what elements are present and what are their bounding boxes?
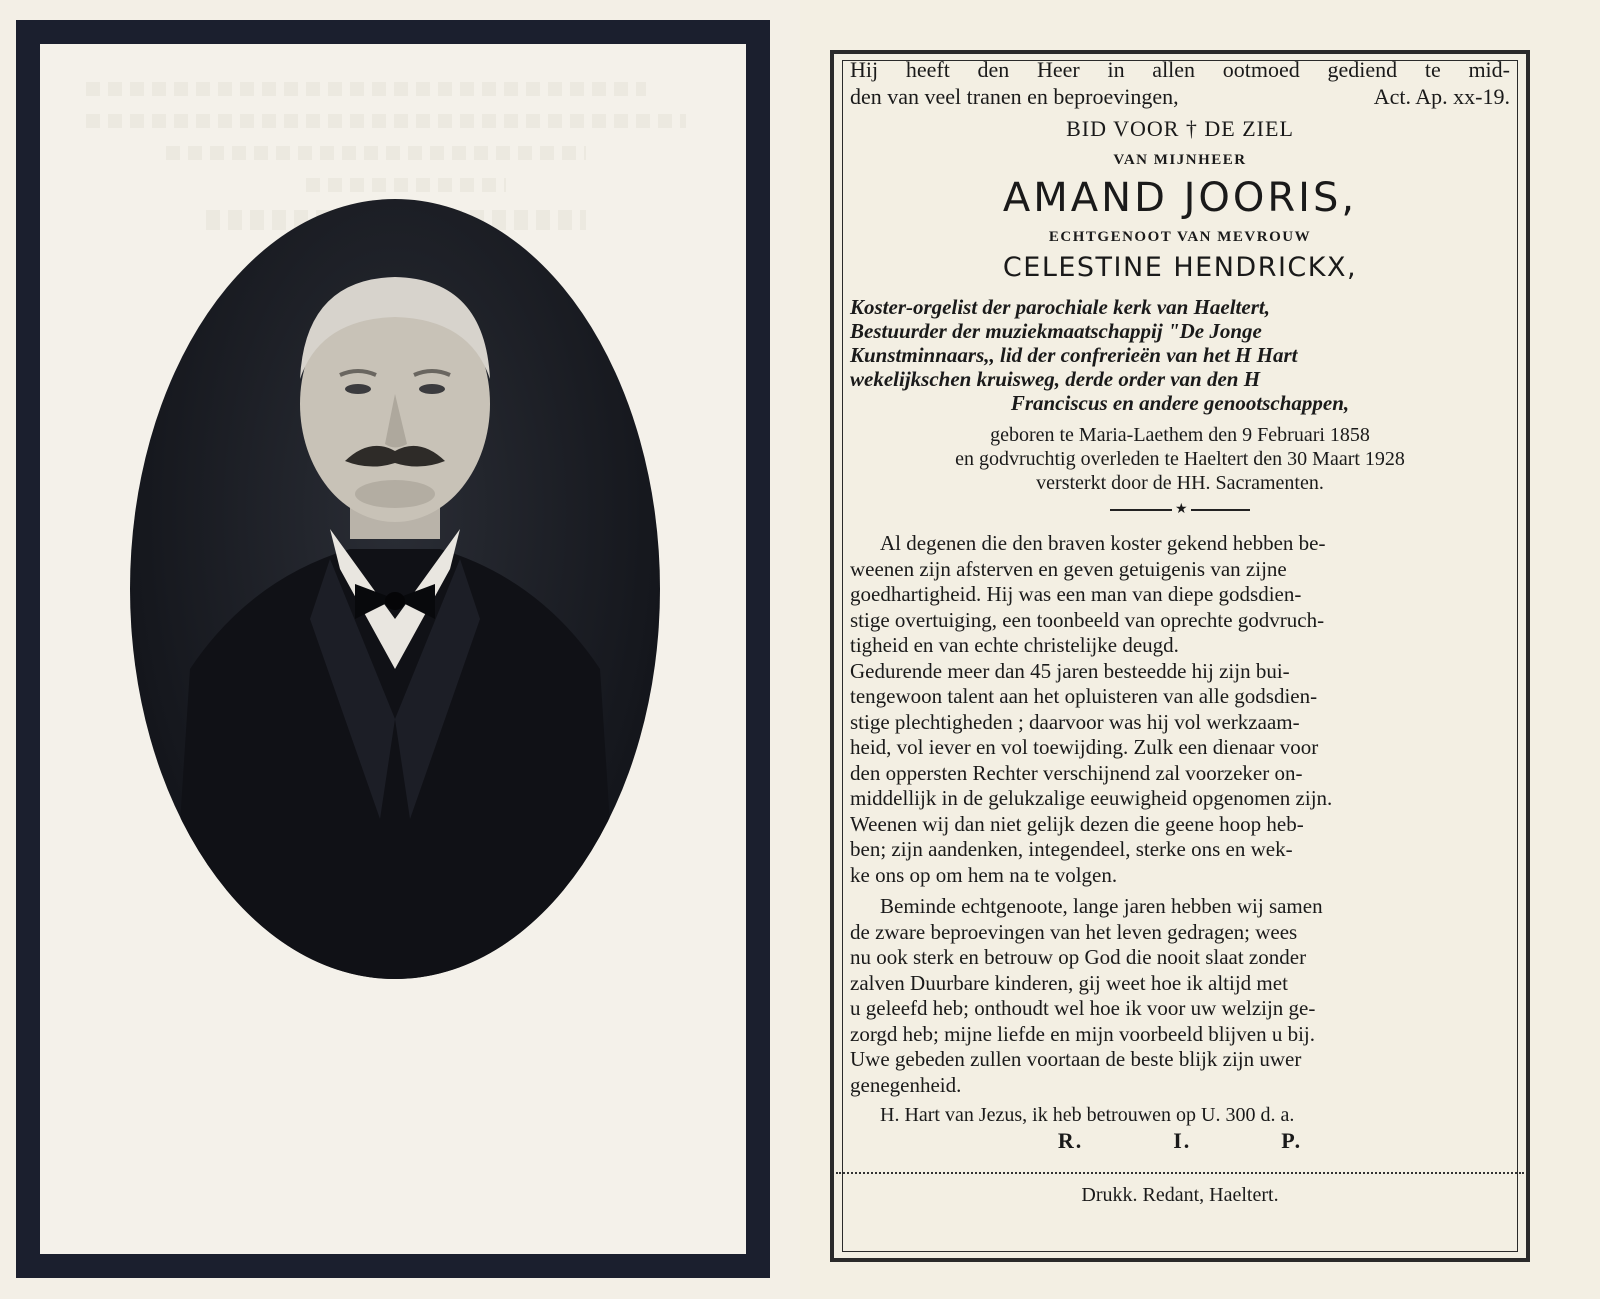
scripture-quote-line-1: Hij heeft den Heer in allen ootmoed gediend te mid- bbox=[850, 57, 1510, 82]
birth-line: geboren te Maria-Laethem den 9 Februari 1858 bbox=[990, 424, 1370, 446]
memorial-text bbox=[850, 56, 1510, 1207]
spouse-name: CELESTINE HENDRICKX, bbox=[1002, 252, 1358, 283]
paragraph-line: stige overtuiging, een toonbeeld van oprechte godvruch- bbox=[850, 607, 1325, 632]
prayer-request-heading: BID VOOR † DE ZIEL bbox=[1066, 116, 1294, 141]
paragraph-line: weenen zijn afsterven en geven getuigenis van zijne bbox=[850, 556, 1287, 581]
memorial-text-card bbox=[800, 0, 1600, 1299]
rip-letter: I. bbox=[1173, 1128, 1192, 1153]
paragraph-line: den oppersten Rechter verschijnend zal voorzeker on- bbox=[850, 760, 1303, 785]
paragraph-line: Gedurende meer dan 45 jaren besteedde hij zijn bui- bbox=[850, 658, 1290, 683]
paragraph-line: genegenheid. bbox=[850, 1072, 962, 1097]
scripture-quote-line-2 bbox=[850, 83, 1510, 110]
scripture-reference: Act. Ap. xx-19. bbox=[1373, 84, 1510, 109]
paragraph-line: de zware beproevingen van het leven gedragen; wees bbox=[850, 919, 1298, 944]
ornamental-divider bbox=[1110, 502, 1250, 517]
paragraph-line: nu ook sterk en betrouw op God die nooit slaat zonder bbox=[850, 945, 1307, 969]
sacraments-line: versterkt door de HH. Sacramenten. bbox=[1036, 472, 1324, 494]
paragraph-line: middellijk in de gelukzalige eeuwigheid opgenomen zijn. bbox=[850, 786, 1333, 810]
paragraph-line: ke ons op om hem na te volgen. bbox=[850, 862, 1118, 887]
death-line: en godvruchtig overleden te Haeltert den 30 Maart 1928 bbox=[955, 448, 1405, 470]
role-line: Kunstminnaars,, lid der confrerieën van het H Hart bbox=[850, 343, 1298, 367]
scripture-quote-text: den van veel tranen en beproevingen, bbox=[850, 84, 1179, 109]
paragraph-line: zorgd heb; mijne liefde en mijn voorbeeld blijven u bij. bbox=[850, 1021, 1316, 1046]
paragraph-line: u geleefd heb; onthoudt wel hoe ik voor uw welzijn ge- bbox=[850, 996, 1316, 1020]
star-icon: ★ bbox=[1172, 501, 1191, 518]
portrait-card-inner bbox=[40, 44, 746, 1254]
paragraph-line: Uwe gebeden zullen voortaan de beste blijk zijn uwer bbox=[850, 1047, 1302, 1071]
rip-letter: P. bbox=[1281, 1128, 1303, 1153]
paragraph-line: Beminde echtgenoote, lange jaren hebben wij samen bbox=[880, 894, 1323, 918]
role-line: Franciscus en andere genootschappen, bbox=[1010, 391, 1350, 415]
paragraph-line: tengewoon talent aan het opluisteren van alle godsdien- bbox=[850, 684, 1318, 708]
honorific-label: VAN MIJNHEER bbox=[1113, 152, 1247, 168]
printer-credit: Drukk. Redant, Haeltert. bbox=[1081, 1184, 1279, 1206]
role-line: Koster-orgelist der parochiale kerk van Haeltert, bbox=[850, 295, 1270, 319]
closing-prayer: H. Hart van Jezus, ik heb betrouwen op U. 300 d. a. bbox=[880, 1104, 1295, 1126]
paragraph-line: heid, vol iever en vol toewijding. Zulk een dienaar voor bbox=[850, 735, 1319, 759]
dotted-divider bbox=[836, 1172, 1524, 1174]
rip-letter: R. bbox=[1057, 1128, 1084, 1153]
paragraph-line: Weenen wij dan niet gelijk dezen die geene hoop heb- bbox=[850, 811, 1304, 836]
role-line: Bestuurder der muziekmaatschappij "De Jonge bbox=[850, 319, 1262, 343]
paragraph-line: Al degenen die den braven koster gekend hebben be- bbox=[880, 531, 1326, 555]
deceased-name: AMAND JOORIS, bbox=[1002, 175, 1358, 221]
role-line: wekelijkschen kruisweg, derde order van den H bbox=[850, 367, 1261, 391]
paragraph-line: ben; zijn aandenken, integendeel, sterke ons en wek- bbox=[850, 837, 1293, 861]
paragraph-line: tigheid en van echte christelijke deugd. bbox=[850, 633, 1179, 657]
spouse-label: ECHTGENOOT VAN MEVROUW bbox=[1048, 229, 1312, 245]
rip-line bbox=[850, 1128, 1510, 1154]
paragraph-line: goedhartigheid. Hij was een man van diepe godsdien- bbox=[850, 582, 1302, 606]
portrait-photo bbox=[130, 199, 660, 979]
paragraph-line: stige plechtigheden ; daarvoor was hij vol werkzaam- bbox=[850, 709, 1300, 734]
portrait-illustration bbox=[130, 199, 660, 979]
paragraph-line: zalven Duurbare kinderen, gij weet hoe ik altijd met bbox=[850, 970, 1288, 995]
